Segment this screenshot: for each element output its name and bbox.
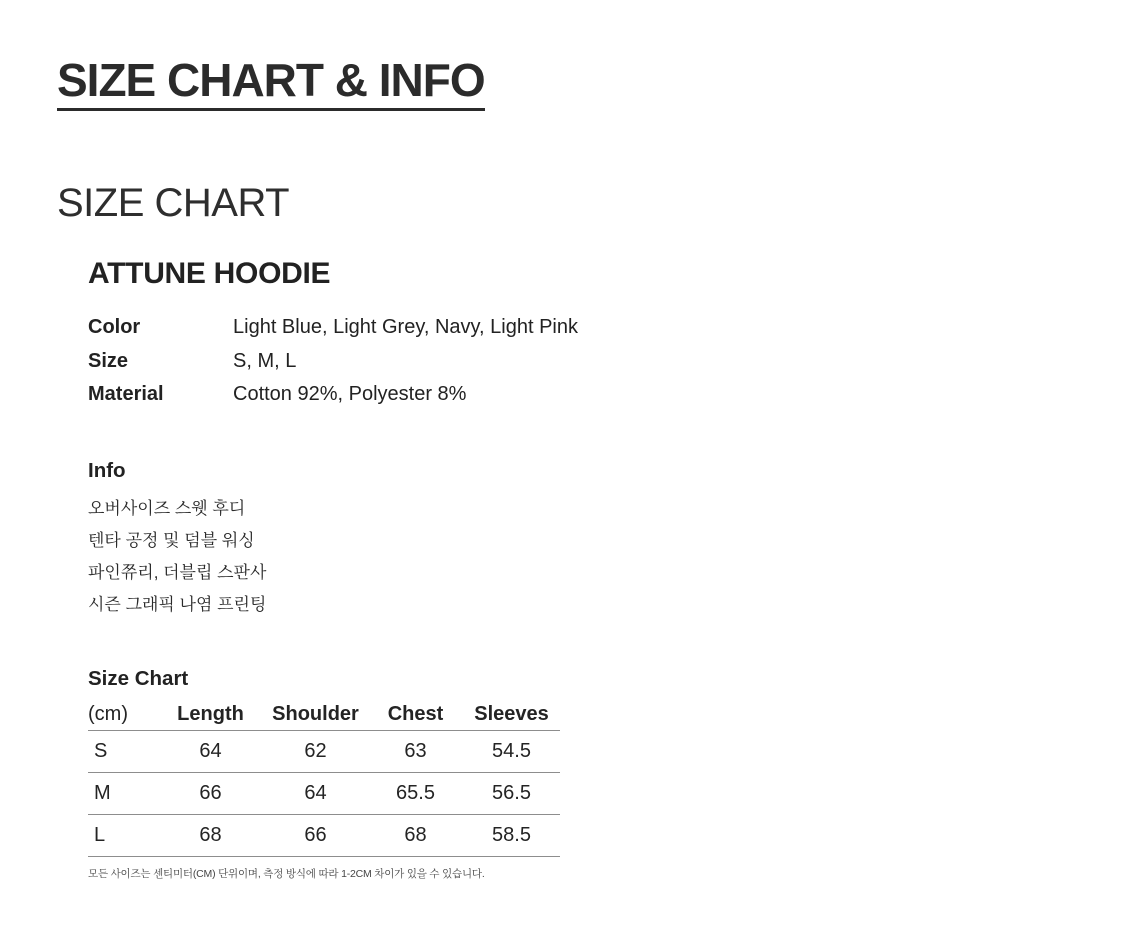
spec-value-color: Light Blue, Light Grey, Navy, Light Pink xyxy=(233,316,578,338)
info-line: 오버사이즈 스웻 후디 xyxy=(88,499,246,518)
row-s-label: S xyxy=(88,730,158,772)
row-s-length: 64 xyxy=(158,730,263,772)
table-row-m xyxy=(88,772,560,814)
size-chart-section xyxy=(88,669,1125,881)
spec-value-material: Cotton 92%, Polyester 8% xyxy=(233,383,467,405)
row-l-sleeves: 58.5 xyxy=(463,814,560,856)
row-s-shoulder: 62 xyxy=(263,730,368,772)
size-table-col-chest: Chest xyxy=(368,700,463,731)
size-table-header-row xyxy=(88,700,560,731)
info-heading: Info xyxy=(88,458,126,482)
product-section xyxy=(88,259,1125,881)
row-s-chest: 63 xyxy=(368,730,463,772)
row-m-label: M xyxy=(88,772,158,814)
info-lines xyxy=(88,493,1125,621)
row-l-shoulder: 66 xyxy=(263,814,368,856)
row-l-length: 68 xyxy=(158,814,263,856)
spec-row-material xyxy=(88,378,1125,412)
size-table-unit-label: (cm) xyxy=(88,700,158,731)
size-table-col-shoulder: Shoulder xyxy=(263,700,368,731)
product-specs xyxy=(88,311,1125,412)
size-chart-footnote: 모든 사이즈는 센티미터(CM) 단위이며, 측정 방식에 따라 1-2CM 차이가 있을 수 있습니다. xyxy=(88,867,485,880)
row-m-chest: 65.5 xyxy=(368,772,463,814)
size-table-col-sleeves: Sleeves xyxy=(463,700,560,731)
size-table-col-length: Length xyxy=(158,700,263,731)
info-line: 파인쮸리, 더블립 스판사 xyxy=(88,563,267,582)
spec-row-color xyxy=(88,311,1125,345)
row-m-sleeves: 56.5 xyxy=(463,772,560,814)
row-s-sleeves: 54.5 xyxy=(463,730,560,772)
info-section xyxy=(88,458,1125,622)
row-m-length: 66 xyxy=(158,772,263,814)
size-chart-heading: Size Chart xyxy=(88,667,189,690)
info-line: 텐타 공정 및 덤블 워싱 xyxy=(88,531,255,550)
spec-value-size: S, M, L xyxy=(233,349,297,372)
row-l-chest: 68 xyxy=(368,814,463,856)
product-name: ATTUNE HOODIE xyxy=(88,257,331,290)
row-m-shoulder: 64 xyxy=(263,772,368,814)
spec-label-size: Size xyxy=(88,349,129,372)
spec-row-size xyxy=(88,345,1125,379)
table-row-s xyxy=(88,730,560,772)
size-table xyxy=(88,700,560,857)
spec-label-material: Material xyxy=(88,383,164,405)
table-row-l xyxy=(88,814,560,856)
section-heading-size-chart: SIZE CHART xyxy=(57,181,290,225)
info-line: 시즌 그래픽 나염 프린팅 xyxy=(88,595,267,614)
spec-label-color: Color xyxy=(88,316,141,338)
row-l-label: L xyxy=(88,814,158,856)
page-title: SIZE CHART & INFO xyxy=(57,57,485,111)
